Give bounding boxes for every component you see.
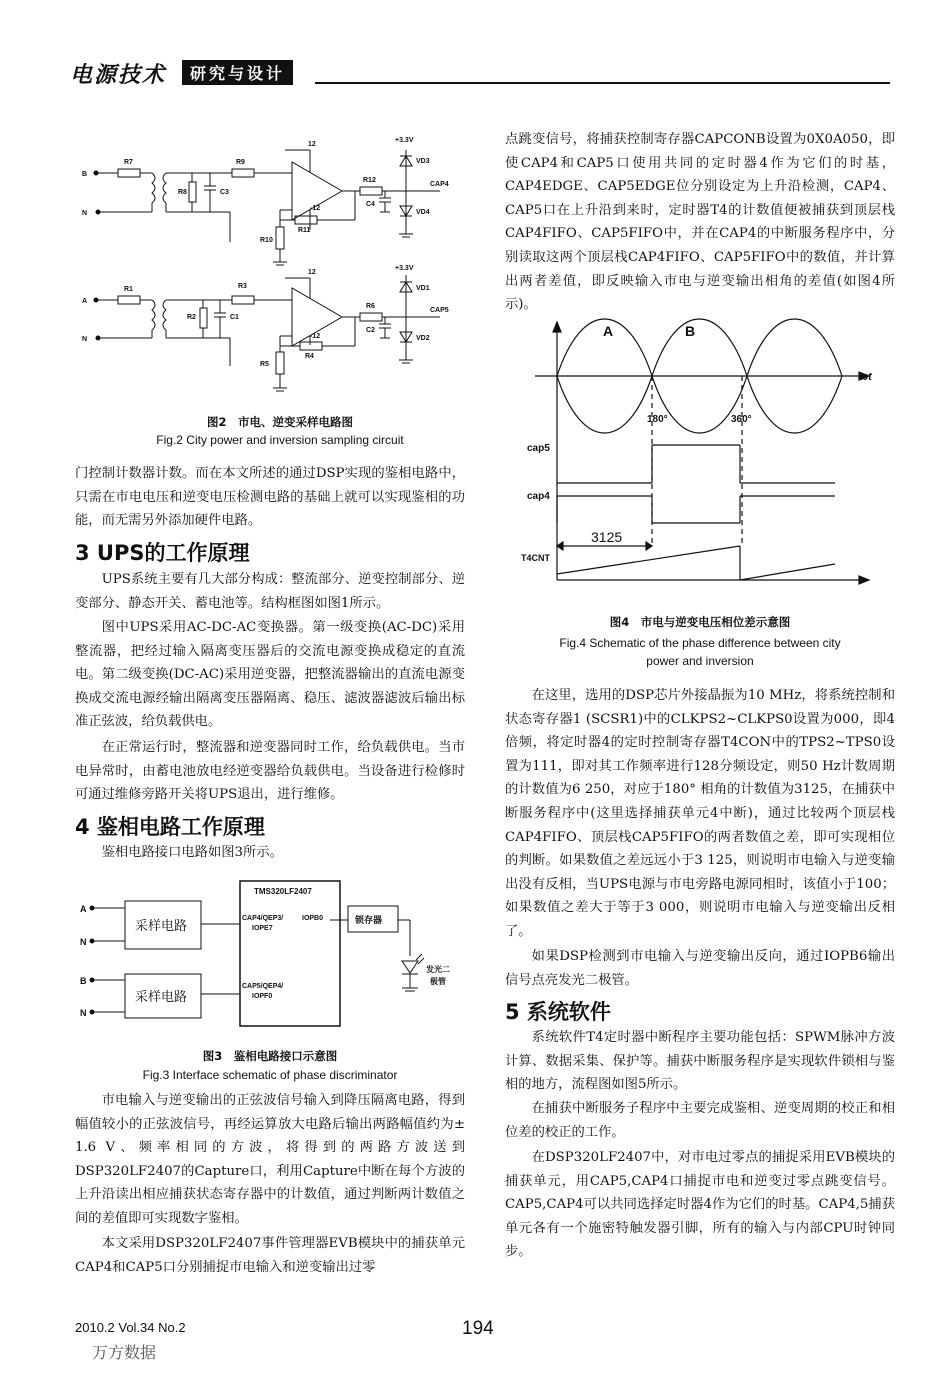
- figure-2-circuit: [80, 130, 460, 405]
- left-paragraph-4: 在正常运行时，整流器和逆变器同时工作，给负载供电。当市电异常时，由蓄电池放电经逆变器给负载供电。当设备进行检修时可通过维修旁路开关将UPS退出，进行维修。: [75, 740, 465, 803]
- label-vd4: VD4: [416, 209, 430, 216]
- right-paragraph-1: 点跳变信号，将捕获控制寄存器CAPCONB设置为0X0A050，即使CAP4和CAP5口使用共同的定时器4作为它们的时基，CAP4EDGE、CAP5EDGE位分别设定为上升沿检测，CAP4、CAP5口在上升沿到来时，定时器T4的计数值便被捕获到顶层栈CAP4FIFO、CAP5FIFO中，并在CAP4的中断服务程序中，分别读取这两个顶层栈CAP4FIFO、CAP5FIFO中的数值，并计算出两者差值，即反映输入市电与逆变输出相角的差值(如图4所示)。: [505, 132, 895, 313]
- footer-page-number: 194: [462, 1318, 494, 1339]
- label-m12-bot: -12: [310, 333, 321, 340]
- label-r12: R12: [363, 177, 376, 184]
- footer-issue: 2010.2 Vol.34 No.2: [75, 1320, 186, 1335]
- label-cap5: CAP5: [430, 307, 449, 314]
- fig3-label-b: B: [80, 976, 87, 986]
- fig2-caption-cn: 图2 市电、逆变采样电路图: [206, 415, 353, 429]
- right-paragraph-4: 系统软件T4定时器中断程序主要功能包括：SPWM脉冲方波计算、数据采集、保护等。捕获中断服务程序是实现软件锁相与鉴相的地方，流程图如图5所示。: [505, 1030, 895, 1093]
- label-c4: C4: [366, 201, 375, 208]
- fig4-label-t4cnt: T4CNT: [521, 553, 550, 563]
- left-paragraph-7: 本文采用DSP320LF2407事件管理器EVB模块中的捕获单元CAP4和CAP5口分别捕捉市电输入和逆变输出过零: [75, 1236, 465, 1275]
- left-paragraph-2: UPS系统主要有几大部分构成：整流部分、逆变控制部分、逆变部分、静态开关、蓄电池等。结构框图如图1所示。: [75, 572, 465, 611]
- label-a: A: [82, 298, 88, 305]
- pin-iopb0-label: IOPB0: [302, 915, 324, 922]
- label-r8: R8: [178, 189, 187, 196]
- label-r6: R6: [366, 303, 375, 310]
- label-c1: C1: [230, 314, 239, 321]
- fig4-label-180: 180°: [647, 414, 668, 425]
- label-c3: C3: [220, 189, 229, 196]
- heading-section-4: 4 鉴相电路工作原理: [75, 815, 265, 839]
- pin-cap5-label: CAP5/QEP4/: [242, 983, 284, 990]
- label-v33-bot: +3.3V: [395, 265, 414, 272]
- pin-cap4-label: CAP4/QEP3/: [242, 915, 284, 922]
- right-paragraph-5: 在捕获中断服务子程序中主要完成鉴相、逆变周期的校正和相位差的校正的工作。: [505, 1101, 895, 1140]
- fig4-caption-cn: 图4 市电与逆变电压相位差示意图: [609, 615, 791, 629]
- label-r1: R1: [124, 286, 133, 293]
- footer-watermark: 万方数据: [92, 1343, 157, 1362]
- label-b: B: [82, 171, 88, 178]
- figure-3-interface: [80, 876, 470, 1036]
- label-r5: R5: [260, 361, 269, 368]
- label-n1: N: [82, 210, 88, 217]
- heading-section-3: 3 UPS的工作原理: [75, 541, 250, 565]
- sample-circuit-2-label: 采样电路: [135, 989, 188, 1004]
- label-c2: C2: [366, 327, 375, 334]
- right-paragraph-2: 在这里，选用的DSP芯片外接晶振为10 MHz，将系统控制和状态寄存器1 (SCSR1)中的CLKPS2~CLKPS0设置为000，即4倍频，将定时器4的定时控制寄存器T4CON中的TPS2~TPS0设置为111，即对其工作频率进行128分频设定，则50 Hz计数周期的计数值为6 250，对应于180° 相角的计数值为3125，在捕获中断服务程序中(这里选择捕获单元4中断)，通过比较两个顶层栈CAP4FIFO、顶层栈CAP5FIFO的两者数值之差，即可实现相位的判断。如果数值之差远远小于3 125，则说明市电输入与逆变输出没有反相，当UPS电源与市电旁路电源同相时，该值小于100；如果数值之差大于等于3 000，则说明市电输入与逆变输出反相了。: [505, 688, 895, 939]
- label-n2: N: [82, 336, 88, 343]
- heading-section-5: 5 系统软件: [505, 1000, 611, 1024]
- pin-iope7-label: IOPE7: [252, 925, 273, 932]
- label-m12-top: -12: [310, 205, 321, 212]
- left-paragraph-3: 图中UPS采用AC-DC-AC变换器。第一级变换(AC-DC)采用整流器，把经过输入隔离变压器后的交流电源变换成稳定的直流电。第二级变换(DC-AC)采用逆变器，把整流器输出的直流电源变换成交流电源经输出隔离变压器隔离、稳压、滤波器滤波后输出标准正弦波，给负载供电。: [75, 620, 465, 730]
- fig4-label-a: A: [603, 323, 614, 339]
- left-paragraph-6: 市电输入与逆变输出的正弦波信号输入到降压隔离电路，得到幅值较小的正弦波信号，再经运算放大电路后输出两路幅值约为± 1.6 V、频率相同的方波，将得到的两路方波送到DSP320LF2407的Capture口，利用Capture中断在每个方波的上升沿读出相应捕获状态寄存器中的计数值，通过判断两计数值之间的差值即可实现数字鉴相。: [75, 1093, 465, 1226]
- label-r9: R9: [236, 159, 245, 166]
- fig4-label-cap5: cap5: [527, 443, 550, 454]
- chip-label: TMS320LF2407: [254, 887, 312, 896]
- fig4-label-wt: ωt: [859, 371, 872, 383]
- fig3-label-a: A: [80, 904, 87, 914]
- label-r11: R11: [298, 227, 311, 234]
- fig3-caption-en: Fig.3 Interface schematic of phase discriminator: [142, 1068, 398, 1082]
- label-r7: R7: [124, 159, 133, 166]
- fig2-caption-en: Fig.2 City power and inversion sampling circuit: [156, 433, 404, 447]
- left-paragraph-1: 门控制计数器计数。而在本文所述的通过DSP实现的鉴相电路中，只需在市电电压和逆变电压检测电路的基础上就可以实现鉴相的功能，而无需另外添加硬件电路。: [75, 466, 465, 529]
- fig4-label-3125: 3125: [591, 529, 623, 545]
- fig4-label-b: B: [685, 323, 696, 339]
- label-r10: R10: [260, 237, 273, 244]
- fig4-label-360: 360°: [731, 414, 752, 425]
- fig4-label-cap4: cap4: [527, 491, 550, 502]
- fig3-label-n1: N: [80, 937, 87, 947]
- journal-header: [70, 58, 890, 88]
- section-label: 研究与设计: [182, 60, 293, 85]
- label-12-top: 12: [308, 141, 316, 148]
- label-vd1: VD1: [416, 285, 430, 292]
- sample-circuit-1-label: 采样电路: [135, 918, 188, 933]
- fig4-caption-en-2: power and inversion: [646, 654, 754, 668]
- figure-4-phase-diagram: [515, 318, 885, 603]
- pin-iopf0-label: IOPF0: [252, 993, 273, 1000]
- header-rule: [315, 82, 890, 84]
- left-paragraph-5: 鉴相电路接口电路如图3所示。: [101, 845, 283, 860]
- led-label-2: 极管: [430, 977, 446, 986]
- label-vd2: VD2: [416, 335, 430, 342]
- fig3-label-n2: N: [80, 1008, 87, 1018]
- label-r4: R4: [305, 353, 314, 360]
- label-cap4: CAP4: [430, 181, 449, 188]
- label-r2: R2: [187, 314, 196, 321]
- label-12-bot: 12: [308, 269, 316, 276]
- label-vd3: VD3: [416, 158, 430, 165]
- latch-label: 锁存器: [355, 915, 383, 925]
- fig3-caption-cn: 图3 鉴相电路接口示意图: [202, 1049, 338, 1063]
- label-r3: R3: [238, 283, 247, 290]
- fig4-caption-en-1: Fig.4 Schematic of the phase difference between city: [559, 636, 841, 650]
- right-paragraph-3: 如果DSP检测到市电输入与逆变输出反向，通过IOPB6输出信号点亮发光二极管。: [505, 949, 895, 988]
- label-v33-top: +3.3V: [395, 137, 414, 144]
- led-label-1: 发光二: [426, 965, 450, 974]
- right-paragraph-6: 在DSP320LF2407中，对市电过零点的捕捉采用EVB模块的捕获单元，用CAP5,CAP4口捕捉市电和逆变过零点跳变信号。CAP5,CAP4可以共同选择定时器4作为它们的时基。CAP4,5捕获单元各有一个施密特触发器引脚，所有的输入与内部CPU时钟同步。: [505, 1150, 895, 1260]
- journal-name: 电源技术: [70, 62, 167, 88]
